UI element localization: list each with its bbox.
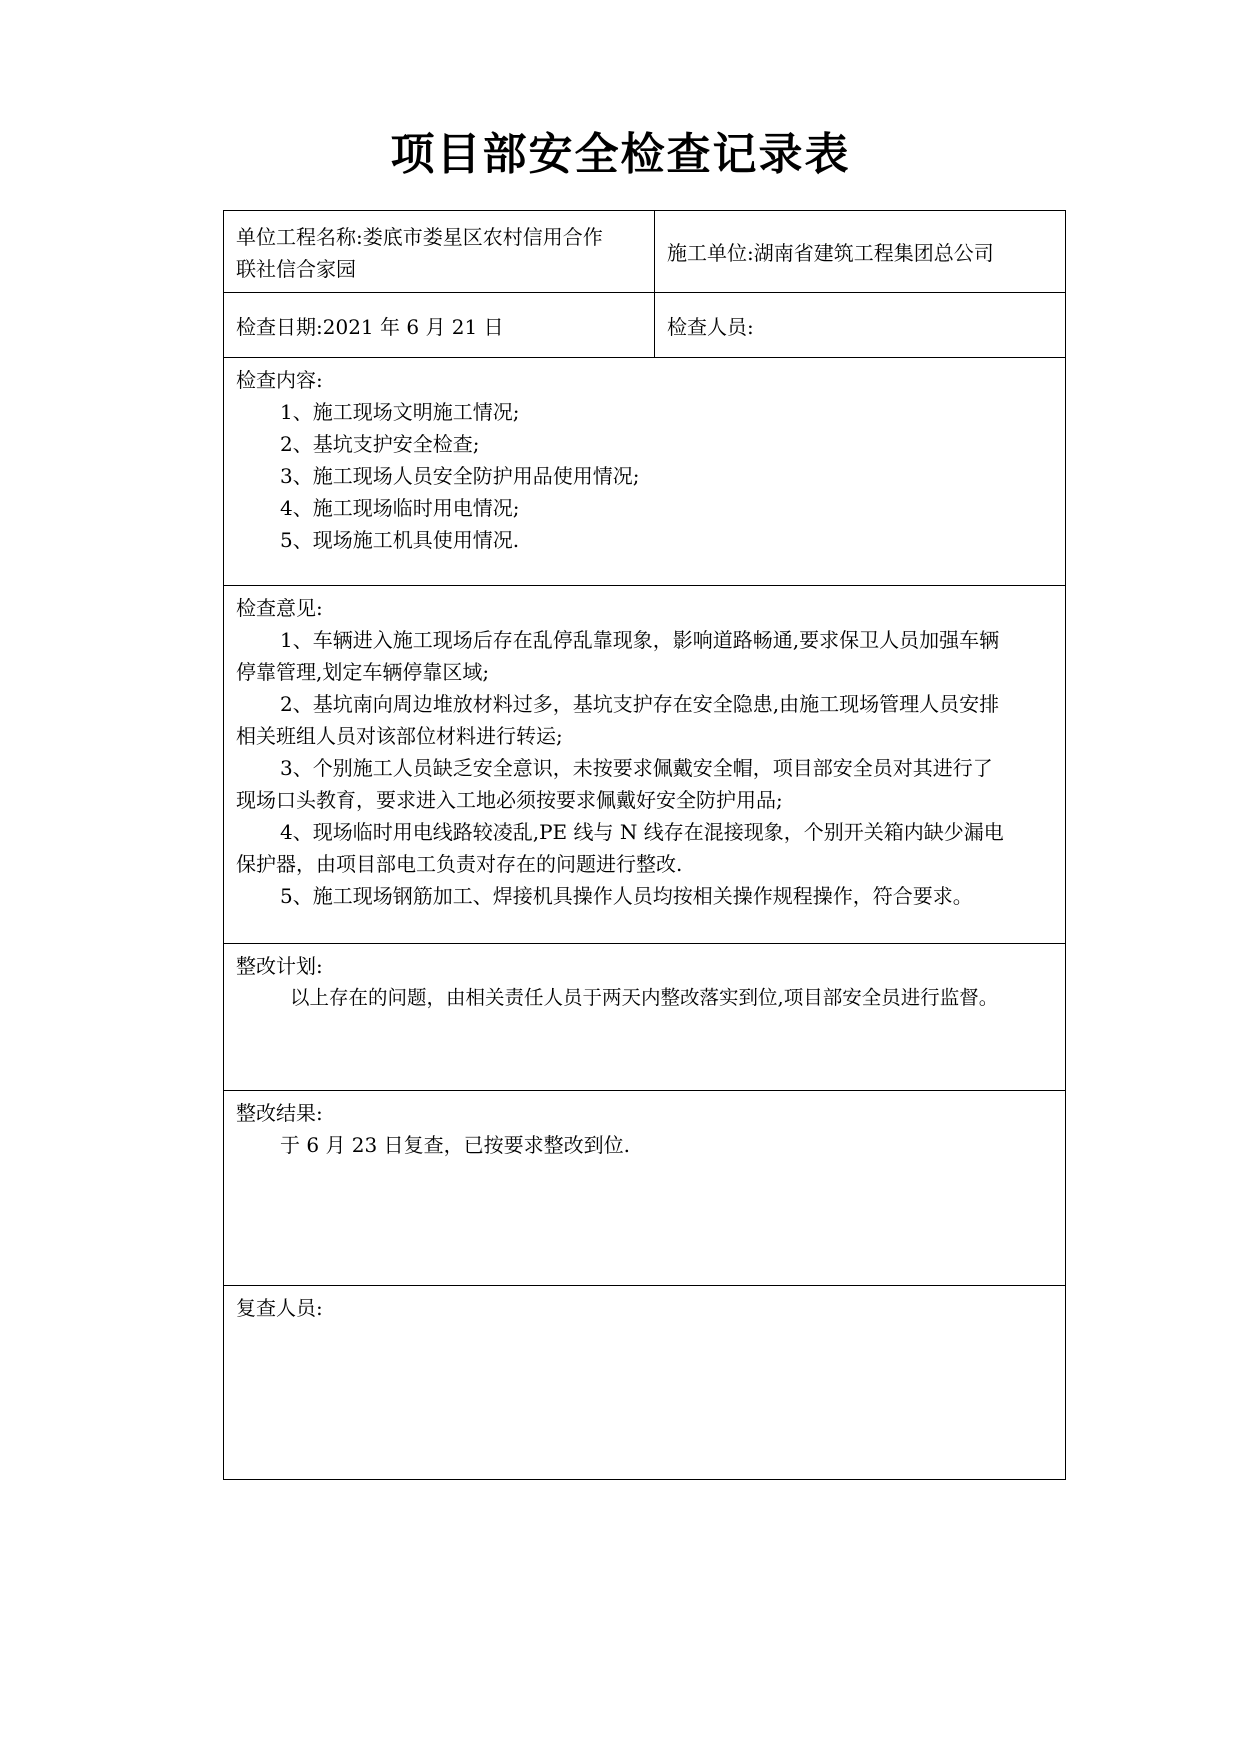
unit-project-value-line2: 联社信合家园 <box>236 257 356 281</box>
unit-project-value-line1: 娄底市娄星区农村信用合作 <box>362 225 603 249</box>
row-rectification-plan <box>224 944 1065 1091</box>
inspection-contents-label: 检查内容: <box>236 368 323 392</box>
opinion-line: 保护器，由项目部电工负责对存在的问题进行整改. <box>236 852 683 876</box>
inspector-cell <box>655 293 1065 357</box>
row-rectification-result <box>224 1091 1065 1286</box>
row-inspection-contents <box>224 358 1065 586</box>
inspection-record-table <box>223 210 1066 1480</box>
contents-item: 5、现场施工机具使用情况. <box>280 528 520 552</box>
inspection-date-value: 2021 年 6 月 21 日 <box>322 314 504 339</box>
opinion-line: 相关班组人员对该部位材料进行转运; <box>236 724 563 748</box>
reviewer-cell <box>224 1286 1065 1479</box>
contractor-label: 施工单位: <box>667 241 754 265</box>
opinion-line: 现场口头教育，要求进入工地必须按要求佩戴好安全防护用品; <box>236 788 783 812</box>
opinion-line: 停靠管理,划定车辆停靠区域; <box>236 660 490 684</box>
unit-project-label: 单位工程名称: <box>236 225 363 249</box>
contractor-cell <box>655 211 1065 292</box>
row-reviewer <box>224 1286 1065 1479</box>
contents-item: 2、基坑支护安全检查; <box>280 432 480 456</box>
reviewer-label: 复查人员: <box>236 1296 323 1320</box>
document-title: 项目部安全检查记录表 <box>390 129 851 180</box>
opinion-line: 4、现场临时用电线路较凌乱,PE 线与 N 线存在混接现象，个别开关箱内缺少漏电 <box>280 820 1004 844</box>
contents-item: 3、施工现场人员安全防护用品使用情况; <box>280 464 640 488</box>
rectification-plan-text: 以上存在的问题，由相关责任人员于两天内整改落实到位,项目部安全员进行监督。 <box>290 986 999 1009</box>
rectification-result-text: 于 6 月 23 日复查，已按要求整改到位. <box>280 1133 630 1157</box>
inspection-opinions-cell <box>224 586 1065 943</box>
inspection-contents-cell <box>224 358 1065 585</box>
unit-project-cell <box>224 211 655 292</box>
row-date-inspector <box>224 293 1065 358</box>
inspection-opinions-label: 检查意见: <box>236 596 323 620</box>
opinion-line: 5、施工现场钢筋加工、焊接机具操作人员均按相关操作规程操作，符合要求。 <box>280 884 973 908</box>
opinion-line: 3、个别施工人员缺乏安全意识，未按要求佩戴安全帽，项目部安全员对其进行了 <box>280 756 993 780</box>
inspection-date-cell <box>224 293 655 357</box>
opinion-line: 2、基坑南向周边堆放材料过多，基坑支护存在安全隐患,由施工现场管理人员安排 <box>280 692 1000 716</box>
contents-item: 4、施工现场临时用电情况; <box>280 496 520 520</box>
row-inspection-opinions <box>224 586 1065 944</box>
row-project-contractor <box>224 211 1065 293</box>
rectification-result-cell <box>224 1091 1065 1285</box>
inspection-date-label: 检查日期: <box>236 314 323 339</box>
rectification-plan-cell <box>224 944 1065 1090</box>
contractor-value: 湖南省建筑工程集团总公司 <box>753 241 994 265</box>
rectification-plan-label: 整改计划: <box>236 954 323 978</box>
rectification-result-label: 整改结果: <box>236 1101 323 1125</box>
opinion-line: 1、车辆进入施工现场后存在乱停乱靠现象，影响道路畅通,要求保卫人员加强车辆 <box>280 628 1000 652</box>
inspector-label: 检查人员: <box>667 314 754 339</box>
contents-item: 1、施工现场文明施工情况; <box>280 400 520 424</box>
